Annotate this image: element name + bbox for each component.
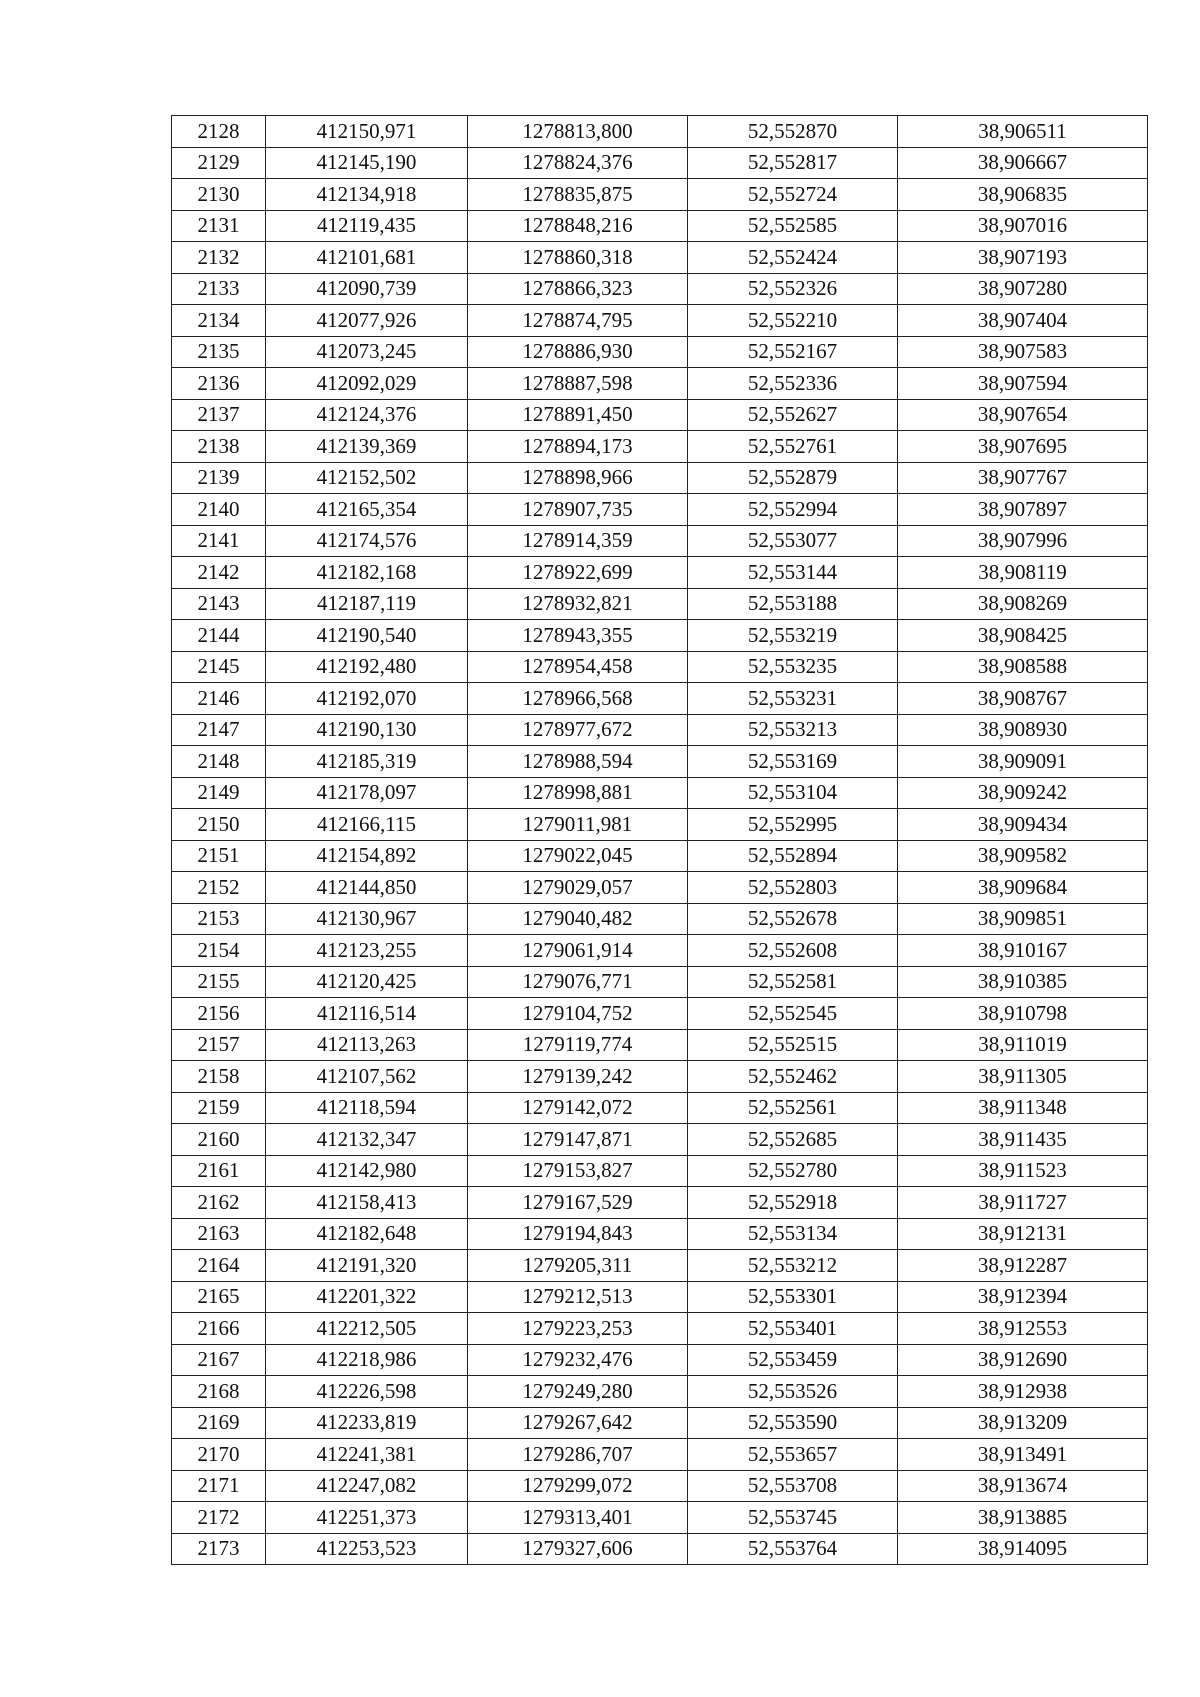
table-row: [172, 1250, 1148, 1282]
table-row: [172, 1124, 1148, 1156]
y-coordinate-cell: 1279022,045: [468, 840, 688, 872]
y-coordinate-cell: 1279194,843: [468, 1218, 688, 1250]
point-number-cell: 2139: [172, 462, 266, 494]
y-coordinate-cell: 1279147,871: [468, 1124, 688, 1156]
x-coordinate-cell: 412139,369: [266, 431, 468, 463]
y-coordinate-cell: 1279249,280: [468, 1376, 688, 1408]
y-coordinate-cell: 1278894,173: [468, 431, 688, 463]
table-row: [172, 872, 1148, 904]
longitude-cell: 38,908269: [898, 588, 1148, 620]
y-coordinate-cell: 1278988,594: [468, 746, 688, 778]
latitude-cell: 52,552803: [688, 872, 898, 904]
longitude-cell: 38,909582: [898, 840, 1148, 872]
y-coordinate-cell: 1278848,216: [468, 210, 688, 242]
y-coordinate-cell: 1278922,699: [468, 557, 688, 589]
latitude-cell: 52,552780: [688, 1155, 898, 1187]
longitude-cell: 38,912131: [898, 1218, 1148, 1250]
y-coordinate-cell: 1278813,800: [468, 116, 688, 148]
point-number-cell: 2162: [172, 1187, 266, 1219]
coordinates-table: [171, 115, 1148, 1565]
y-coordinate-cell: 1279076,771: [468, 966, 688, 998]
table-row: [172, 525, 1148, 557]
point-number-cell: 2170: [172, 1439, 266, 1471]
longitude-cell: 38,913491: [898, 1439, 1148, 1471]
latitude-cell: 52,553077: [688, 525, 898, 557]
point-number-cell: 2146: [172, 683, 266, 715]
longitude-cell: 38,911348: [898, 1092, 1148, 1124]
x-coordinate-cell: 412142,980: [266, 1155, 468, 1187]
longitude-cell: 38,912553: [898, 1313, 1148, 1345]
longitude-cell: 38,912287: [898, 1250, 1148, 1282]
latitude-cell: 52,552515: [688, 1029, 898, 1061]
latitude-cell: 52,552608: [688, 935, 898, 967]
latitude-cell: 52,553745: [688, 1502, 898, 1534]
point-number-cell: 2129: [172, 147, 266, 179]
table-row: [172, 147, 1148, 179]
latitude-cell: 52,552817: [688, 147, 898, 179]
x-coordinate-cell: 412226,598: [266, 1376, 468, 1408]
y-coordinate-cell: 1279153,827: [468, 1155, 688, 1187]
point-number-cell: 2137: [172, 399, 266, 431]
latitude-cell: 52,552210: [688, 305, 898, 337]
latitude-cell: 52,553401: [688, 1313, 898, 1345]
point-number-cell: 2172: [172, 1502, 266, 1534]
latitude-cell: 52,552870: [688, 116, 898, 148]
x-coordinate-cell: 412191,320: [266, 1250, 468, 1282]
table-row: [172, 1439, 1148, 1471]
x-coordinate-cell: 412178,097: [266, 777, 468, 809]
longitude-cell: 38,912394: [898, 1281, 1148, 1313]
latitude-cell: 52,553231: [688, 683, 898, 715]
point-number-cell: 2135: [172, 336, 266, 368]
x-coordinate-cell: 412158,413: [266, 1187, 468, 1219]
x-coordinate-cell: 412113,263: [266, 1029, 468, 1061]
latitude-cell: 52,552585: [688, 210, 898, 242]
x-coordinate-cell: 412154,892: [266, 840, 468, 872]
y-coordinate-cell: 1278932,821: [468, 588, 688, 620]
table-row: [172, 1029, 1148, 1061]
latitude-cell: 52,553301: [688, 1281, 898, 1313]
latitude-cell: 52,552627: [688, 399, 898, 431]
longitude-cell: 38,908767: [898, 683, 1148, 715]
table-row: [172, 777, 1148, 809]
table-row: [172, 336, 1148, 368]
y-coordinate-cell: 1278966,568: [468, 683, 688, 715]
point-number-cell: 2134: [172, 305, 266, 337]
y-coordinate-cell: 1278891,450: [468, 399, 688, 431]
longitude-cell: 38,910798: [898, 998, 1148, 1030]
table-row: [172, 557, 1148, 589]
latitude-cell: 52,553657: [688, 1439, 898, 1471]
y-coordinate-cell: 1279267,642: [468, 1407, 688, 1439]
longitude-cell: 38,907404: [898, 305, 1148, 337]
table-row: [172, 1313, 1148, 1345]
table-row: [172, 935, 1148, 967]
coordinates-table-body: [172, 116, 1148, 1565]
y-coordinate-cell: 1279139,242: [468, 1061, 688, 1093]
table-row: [172, 840, 1148, 872]
x-coordinate-cell: 412165,354: [266, 494, 468, 526]
latitude-cell: 52,552918: [688, 1187, 898, 1219]
x-coordinate-cell: 412182,168: [266, 557, 468, 589]
table-row: [172, 1344, 1148, 1376]
latitude-cell: 52,552545: [688, 998, 898, 1030]
latitude-cell: 52,552685: [688, 1124, 898, 1156]
longitude-cell: 38,909851: [898, 903, 1148, 935]
longitude-cell: 38,906835: [898, 179, 1148, 211]
x-coordinate-cell: 412182,648: [266, 1218, 468, 1250]
x-coordinate-cell: 412120,425: [266, 966, 468, 998]
x-coordinate-cell: 412192,480: [266, 651, 468, 683]
latitude-cell: 52,552894: [688, 840, 898, 872]
point-number-cell: 2154: [172, 935, 266, 967]
point-number-cell: 2147: [172, 714, 266, 746]
table-row: [172, 683, 1148, 715]
point-number-cell: 2145: [172, 651, 266, 683]
y-coordinate-cell: 1279286,707: [468, 1439, 688, 1471]
x-coordinate-cell: 412119,435: [266, 210, 468, 242]
longitude-cell: 38,907583: [898, 336, 1148, 368]
point-number-cell: 2133: [172, 273, 266, 305]
x-coordinate-cell: 412092,029: [266, 368, 468, 400]
y-coordinate-cell: 1279061,914: [468, 935, 688, 967]
latitude-cell: 52,553104: [688, 777, 898, 809]
longitude-cell: 38,908425: [898, 620, 1148, 652]
point-number-cell: 2128: [172, 116, 266, 148]
latitude-cell: 52,552879: [688, 462, 898, 494]
y-coordinate-cell: 1279011,981: [468, 809, 688, 841]
longitude-cell: 38,907996: [898, 525, 1148, 557]
table-row: [172, 1061, 1148, 1093]
longitude-cell: 38,907767: [898, 462, 1148, 494]
latitude-cell: 52,553526: [688, 1376, 898, 1408]
y-coordinate-cell: 1279299,072: [468, 1470, 688, 1502]
longitude-cell: 38,907594: [898, 368, 1148, 400]
x-coordinate-cell: 412247,082: [266, 1470, 468, 1502]
table-row: [172, 494, 1148, 526]
longitude-cell: 38,907654: [898, 399, 1148, 431]
point-number-cell: 2166: [172, 1313, 266, 1345]
x-coordinate-cell: 412241,381: [266, 1439, 468, 1471]
latitude-cell: 52,553144: [688, 557, 898, 589]
y-coordinate-cell: 1279142,072: [468, 1092, 688, 1124]
point-number-cell: 2153: [172, 903, 266, 935]
y-coordinate-cell: 1279313,401: [468, 1502, 688, 1534]
point-number-cell: 2169: [172, 1407, 266, 1439]
x-coordinate-cell: 412185,319: [266, 746, 468, 778]
y-coordinate-cell: 1279327,606: [468, 1533, 688, 1565]
point-number-cell: 2156: [172, 998, 266, 1030]
point-number-cell: 2152: [172, 872, 266, 904]
latitude-cell: 52,553590: [688, 1407, 898, 1439]
x-coordinate-cell: 412144,850: [266, 872, 468, 904]
latitude-cell: 52,552424: [688, 242, 898, 274]
latitude-cell: 52,553459: [688, 1344, 898, 1376]
point-number-cell: 2159: [172, 1092, 266, 1124]
x-coordinate-cell: 412233,819: [266, 1407, 468, 1439]
y-coordinate-cell: 1278874,795: [468, 305, 688, 337]
y-coordinate-cell: 1279040,482: [468, 903, 688, 935]
table-row: [172, 620, 1148, 652]
y-coordinate-cell: 1278914,359: [468, 525, 688, 557]
y-coordinate-cell: 1279167,529: [468, 1187, 688, 1219]
table-row: [172, 714, 1148, 746]
table-row: [172, 1502, 1148, 1534]
table-row: [172, 1407, 1148, 1439]
longitude-cell: 38,908588: [898, 651, 1148, 683]
table-row: [172, 1092, 1148, 1124]
y-coordinate-cell: 1278835,875: [468, 179, 688, 211]
x-coordinate-cell: 412123,255: [266, 935, 468, 967]
y-coordinate-cell: 1278943,355: [468, 620, 688, 652]
y-coordinate-cell: 1278887,598: [468, 368, 688, 400]
latitude-cell: 52,553169: [688, 746, 898, 778]
latitude-cell: 52,552581: [688, 966, 898, 998]
latitude-cell: 52,553764: [688, 1533, 898, 1565]
point-number-cell: 2151: [172, 840, 266, 872]
y-coordinate-cell: 1278954,458: [468, 651, 688, 683]
table-row: [172, 462, 1148, 494]
x-coordinate-cell: 412145,190: [266, 147, 468, 179]
latitude-cell: 52,553134: [688, 1218, 898, 1250]
y-coordinate-cell: 1279029,057: [468, 872, 688, 904]
table-row: [172, 1376, 1148, 1408]
x-coordinate-cell: 412116,514: [266, 998, 468, 1030]
point-number-cell: 2163: [172, 1218, 266, 1250]
table-row: [172, 399, 1148, 431]
latitude-cell: 52,552678: [688, 903, 898, 935]
latitude-cell: 52,553219: [688, 620, 898, 652]
table-row: [172, 1281, 1148, 1313]
point-number-cell: 2149: [172, 777, 266, 809]
table-row: [172, 651, 1148, 683]
y-coordinate-cell: 1278886,930: [468, 336, 688, 368]
x-coordinate-cell: 412192,070: [266, 683, 468, 715]
table-row: [172, 179, 1148, 211]
longitude-cell: 38,910385: [898, 966, 1148, 998]
point-number-cell: 2144: [172, 620, 266, 652]
x-coordinate-cell: 412218,986: [266, 1344, 468, 1376]
point-number-cell: 2171: [172, 1470, 266, 1502]
table-row: [172, 1533, 1148, 1565]
x-coordinate-cell: 412166,115: [266, 809, 468, 841]
x-coordinate-cell: 412132,347: [266, 1124, 468, 1156]
longitude-cell: 38,912690: [898, 1344, 1148, 1376]
x-coordinate-cell: 412118,594: [266, 1092, 468, 1124]
latitude-cell: 52,553212: [688, 1250, 898, 1282]
y-coordinate-cell: 1279212,513: [468, 1281, 688, 1313]
x-coordinate-cell: 412212,505: [266, 1313, 468, 1345]
x-coordinate-cell: 412251,373: [266, 1502, 468, 1534]
latitude-cell: 52,552462: [688, 1061, 898, 1093]
latitude-cell: 52,553235: [688, 651, 898, 683]
point-number-cell: 2167: [172, 1344, 266, 1376]
x-coordinate-cell: 412174,576: [266, 525, 468, 557]
y-coordinate-cell: 1279223,253: [468, 1313, 688, 1345]
longitude-cell: 38,908119: [898, 557, 1148, 589]
table-row: [172, 116, 1148, 148]
longitude-cell: 38,909242: [898, 777, 1148, 809]
table-row: [172, 210, 1148, 242]
longitude-cell: 38,909684: [898, 872, 1148, 904]
point-number-cell: 2173: [172, 1533, 266, 1565]
y-coordinate-cell: 1278907,735: [468, 494, 688, 526]
point-number-cell: 2141: [172, 525, 266, 557]
y-coordinate-cell: 1278866,323: [468, 273, 688, 305]
longitude-cell: 38,907897: [898, 494, 1148, 526]
x-coordinate-cell: 412150,971: [266, 116, 468, 148]
longitude-cell: 38,909434: [898, 809, 1148, 841]
x-coordinate-cell: 412134,918: [266, 179, 468, 211]
longitude-cell: 38,907016: [898, 210, 1148, 242]
x-coordinate-cell: 412152,502: [266, 462, 468, 494]
point-number-cell: 2143: [172, 588, 266, 620]
table-row: [172, 1155, 1148, 1187]
table-row: [172, 431, 1148, 463]
x-coordinate-cell: 412077,926: [266, 305, 468, 337]
y-coordinate-cell: 1278977,672: [468, 714, 688, 746]
longitude-cell: 38,911305: [898, 1061, 1148, 1093]
point-number-cell: 2138: [172, 431, 266, 463]
point-number-cell: 2165: [172, 1281, 266, 1313]
table-row: [172, 809, 1148, 841]
latitude-cell: 52,552995: [688, 809, 898, 841]
longitude-cell: 38,911435: [898, 1124, 1148, 1156]
table-row: [172, 1470, 1148, 1502]
y-coordinate-cell: 1279205,311: [468, 1250, 688, 1282]
longitude-cell: 38,907193: [898, 242, 1148, 274]
longitude-cell: 38,906511: [898, 116, 1148, 148]
point-number-cell: 2158: [172, 1061, 266, 1093]
point-number-cell: 2130: [172, 179, 266, 211]
point-number-cell: 2140: [172, 494, 266, 526]
latitude-cell: 52,552336: [688, 368, 898, 400]
longitude-cell: 38,913885: [898, 1502, 1148, 1534]
latitude-cell: 52,553213: [688, 714, 898, 746]
point-number-cell: 2168: [172, 1376, 266, 1408]
table-row: [172, 305, 1148, 337]
x-coordinate-cell: 412201,322: [266, 1281, 468, 1313]
y-coordinate-cell: 1279119,774: [468, 1029, 688, 1061]
latitude-cell: 52,553708: [688, 1470, 898, 1502]
point-number-cell: 2131: [172, 210, 266, 242]
point-number-cell: 2155: [172, 966, 266, 998]
point-number-cell: 2164: [172, 1250, 266, 1282]
point-number-cell: 2148: [172, 746, 266, 778]
longitude-cell: 38,912938: [898, 1376, 1148, 1408]
longitude-cell: 38,911727: [898, 1187, 1148, 1219]
x-coordinate-cell: 412190,540: [266, 620, 468, 652]
x-coordinate-cell: 412124,376: [266, 399, 468, 431]
y-coordinate-cell: 1279104,752: [468, 998, 688, 1030]
table-row: [172, 903, 1148, 935]
longitude-cell: 38,909091: [898, 746, 1148, 778]
longitude-cell: 38,907280: [898, 273, 1148, 305]
table-row: [172, 1187, 1148, 1219]
y-coordinate-cell: 1278860,318: [468, 242, 688, 274]
x-coordinate-cell: 412130,967: [266, 903, 468, 935]
point-number-cell: 2150: [172, 809, 266, 841]
point-number-cell: 2136: [172, 368, 266, 400]
x-coordinate-cell: 412073,245: [266, 336, 468, 368]
y-coordinate-cell: 1279232,476: [468, 1344, 688, 1376]
y-coordinate-cell: 1278824,376: [468, 147, 688, 179]
x-coordinate-cell: 412187,119: [266, 588, 468, 620]
table-row: [172, 588, 1148, 620]
y-coordinate-cell: 1278898,966: [468, 462, 688, 494]
table-row: [172, 998, 1148, 1030]
longitude-cell: 38,906667: [898, 147, 1148, 179]
latitude-cell: 52,552761: [688, 431, 898, 463]
x-coordinate-cell: 412107,562: [266, 1061, 468, 1093]
longitude-cell: 38,908930: [898, 714, 1148, 746]
point-number-cell: 2161: [172, 1155, 266, 1187]
longitude-cell: 38,911019: [898, 1029, 1148, 1061]
x-coordinate-cell: 412253,523: [266, 1533, 468, 1565]
latitude-cell: 52,552561: [688, 1092, 898, 1124]
longitude-cell: 38,910167: [898, 935, 1148, 967]
latitude-cell: 52,552167: [688, 336, 898, 368]
latitude-cell: 52,552326: [688, 273, 898, 305]
longitude-cell: 38,914095: [898, 1533, 1148, 1565]
table-row: [172, 746, 1148, 778]
x-coordinate-cell: 412101,681: [266, 242, 468, 274]
longitude-cell: 38,911523: [898, 1155, 1148, 1187]
point-number-cell: 2157: [172, 1029, 266, 1061]
table-row: [172, 273, 1148, 305]
point-number-cell: 2142: [172, 557, 266, 589]
latitude-cell: 52,552724: [688, 179, 898, 211]
longitude-cell: 38,907695: [898, 431, 1148, 463]
table-row: [172, 1218, 1148, 1250]
table-row: [172, 242, 1148, 274]
latitude-cell: 52,553188: [688, 588, 898, 620]
table-row: [172, 368, 1148, 400]
y-coordinate-cell: 1278998,881: [468, 777, 688, 809]
x-coordinate-cell: 412190,130: [266, 714, 468, 746]
point-number-cell: 2132: [172, 242, 266, 274]
point-number-cell: 2160: [172, 1124, 266, 1156]
longitude-cell: 38,913674: [898, 1470, 1148, 1502]
longitude-cell: 38,913209: [898, 1407, 1148, 1439]
latitude-cell: 52,552994: [688, 494, 898, 526]
table-row: [172, 966, 1148, 998]
x-coordinate-cell: 412090,739: [266, 273, 468, 305]
